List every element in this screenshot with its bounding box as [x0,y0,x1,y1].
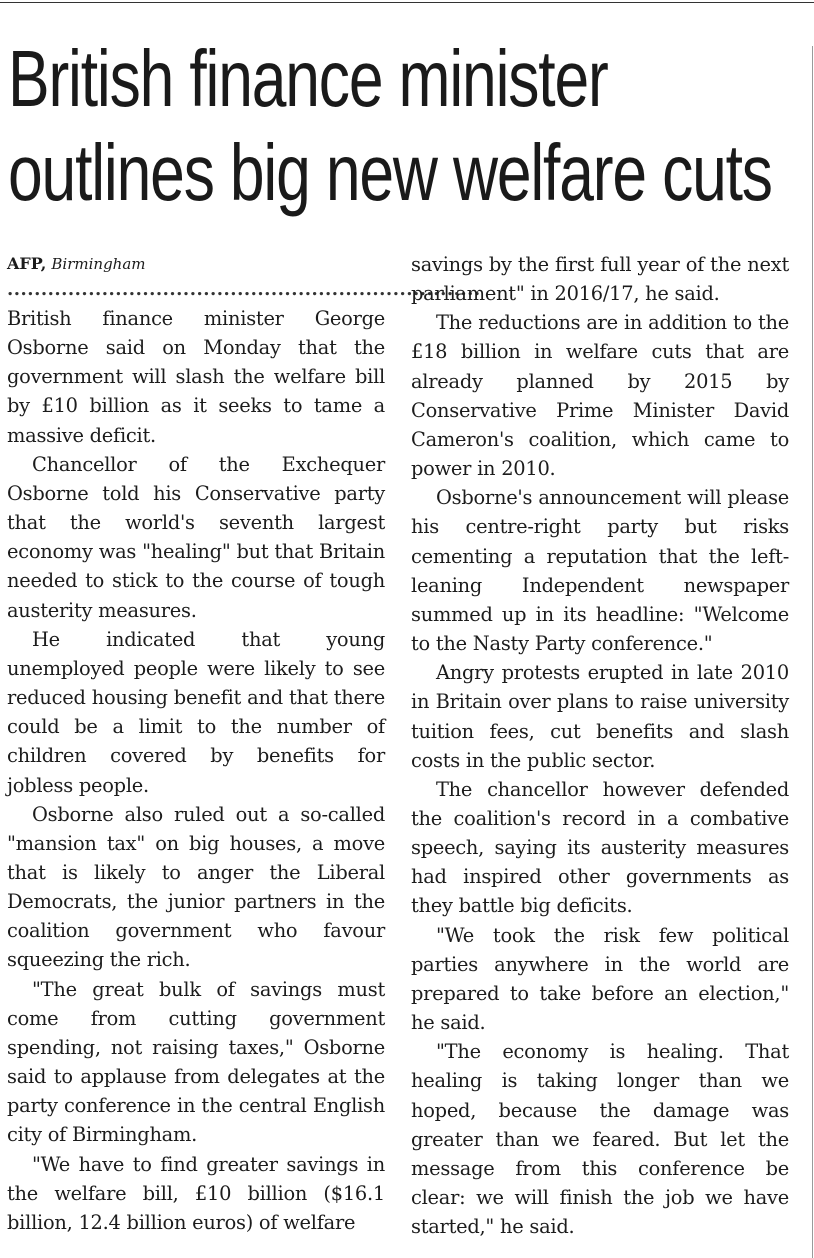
paragraph: British finance minister George Osborne said on Monday that the government will slash the welfare bill by £10 billion as it seeks to tame a massive deficit. [7,307,385,447]
paragraph: savings by the first full year of the next parliament" in 2016/17, he said. [411,253,789,306]
paragraph: He indicated that young unemployed people were likely to see reduced housing benefit and that there could be a limit to the number of children covered by benefits for jobless people. [7,627,385,797]
paragraph: The chancellor however defended the coalition's record in a combative speech, saying its austerity measures had inspired other governments as they battle big deficits. [411,777,789,918]
paragraph: "The economy is healing. That healing is taking longer than we hoped, because the damage was greater than we feared. But let the message from this conference be clear: we will finish the job we have started," he said. [411,1040,789,1239]
headline-line-2: outlines big new welfare cuts [8,128,772,217]
paragraph: Chancellor of the Exchequer Osborne told his Conservative party that the world's seventh largest economy was "healing" but that Britain needed to stick to the course of tough austerity measures. [7,452,385,622]
paragraph: Angry protests erupted in late 2010 in Britain over plans to raise university tuition fees, cut benefits and slash costs in the public sector. [411,661,789,772]
paragraph: Osborne also ruled out a so-called "mansion tax" on big houses, a move that is likely to anger the Liberal Democrats, the junior partners in the coalition government who favour squeezing the rich. [7,802,385,972]
byline-separator: ...................................................................... [7,279,481,300]
byline-agency: AFP, [7,254,47,273]
right-body [411,250,789,1241]
column-rule [812,46,813,1258]
byline [7,250,385,278]
paragraph: Osborne's announcement will please his centre-right party but risks cementing a reputation that the left-leaning Independent newspaper summed up in its headline: "Welcome to the Nasty Party conference." [411,486,789,656]
left-column [7,250,481,1237]
paragraph: "We took the risk few political parties anywhere in the world are prepared to take before an election," he said. [411,923,789,1035]
paragraph: "The great bulk of savings must come from cutting government spending, not raising taxes," Osborne said to applause from delegates at the party conference in the central English city of Birmingham. [7,977,385,1147]
paragraph: "We have to find greater savings in the welfare bill, £10 billion ($16.1 billion, 12.4 billion euros) of welfare [7,1152,385,1234]
top-rule [0,2,814,3]
left-body [7,304,385,1237]
paragraph: The reductions are in addition to the £18 billion in welfare cuts that are already planned by 2015 by Conservative Prime Minister David Cameron's coalition, which came to power in 2010. [411,311,789,481]
right-column [411,250,789,1241]
byline-place: Birmingham [51,255,146,273]
headline-line-1: British finance minister [8,34,608,123]
headline [8,32,772,220]
